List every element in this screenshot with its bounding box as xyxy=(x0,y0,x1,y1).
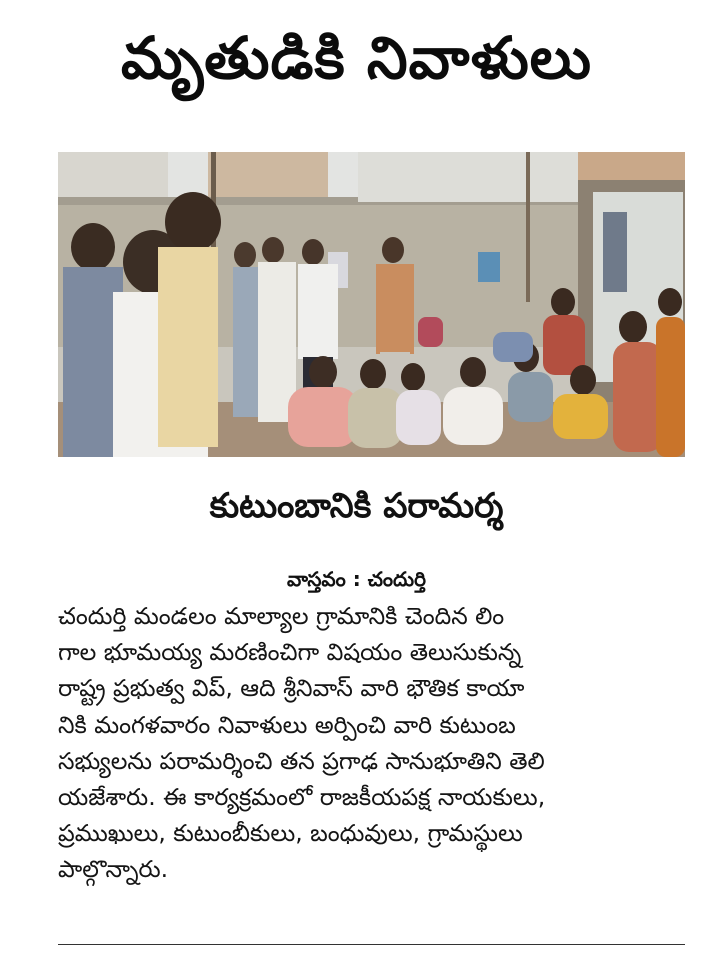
body-line: చందుర్తి మండలం మాల్యాల గ్రామానికి చెందిన లిం xyxy=(58,602,505,630)
body-line: యజేశారు. ఈ కార్యక్రమంలో రాజకీయపక్ష నాయకులు, xyxy=(58,783,546,812)
headline: మృతుడికి నివాళులు xyxy=(121,24,592,92)
dateline: వాస్తవం : చందుర్తి xyxy=(287,567,426,591)
body-line: ప్రముఖులు, కుటుంబీకులు, బంధువులు, గ్రామస్థులు xyxy=(58,819,523,848)
body-line: గాల భూమయ్య మరణించిగా విషయం తెలుసుకున్న xyxy=(58,638,522,667)
subheadline: కుటుంబానికి పరామర్శ xyxy=(209,486,504,526)
body-line: పాల్గొన్నారు. xyxy=(58,855,169,884)
body-line: సభ్యులను పరామర్శించి తన ప్రగాఢ సానుభూతిని తెలి xyxy=(58,746,545,775)
body-line: రాష్ట్ర ప్రభుత్వ విప్, ఆది శ్రీనివాస్ వారి భౌతిక కాయా xyxy=(58,674,525,703)
body-line: నికి మంగళవారం నివాళులు అర్పించి వారి కుటుంబ xyxy=(58,710,516,739)
article-body xyxy=(58,598,694,888)
news-photo xyxy=(58,152,685,457)
bottom-divider xyxy=(58,944,685,945)
